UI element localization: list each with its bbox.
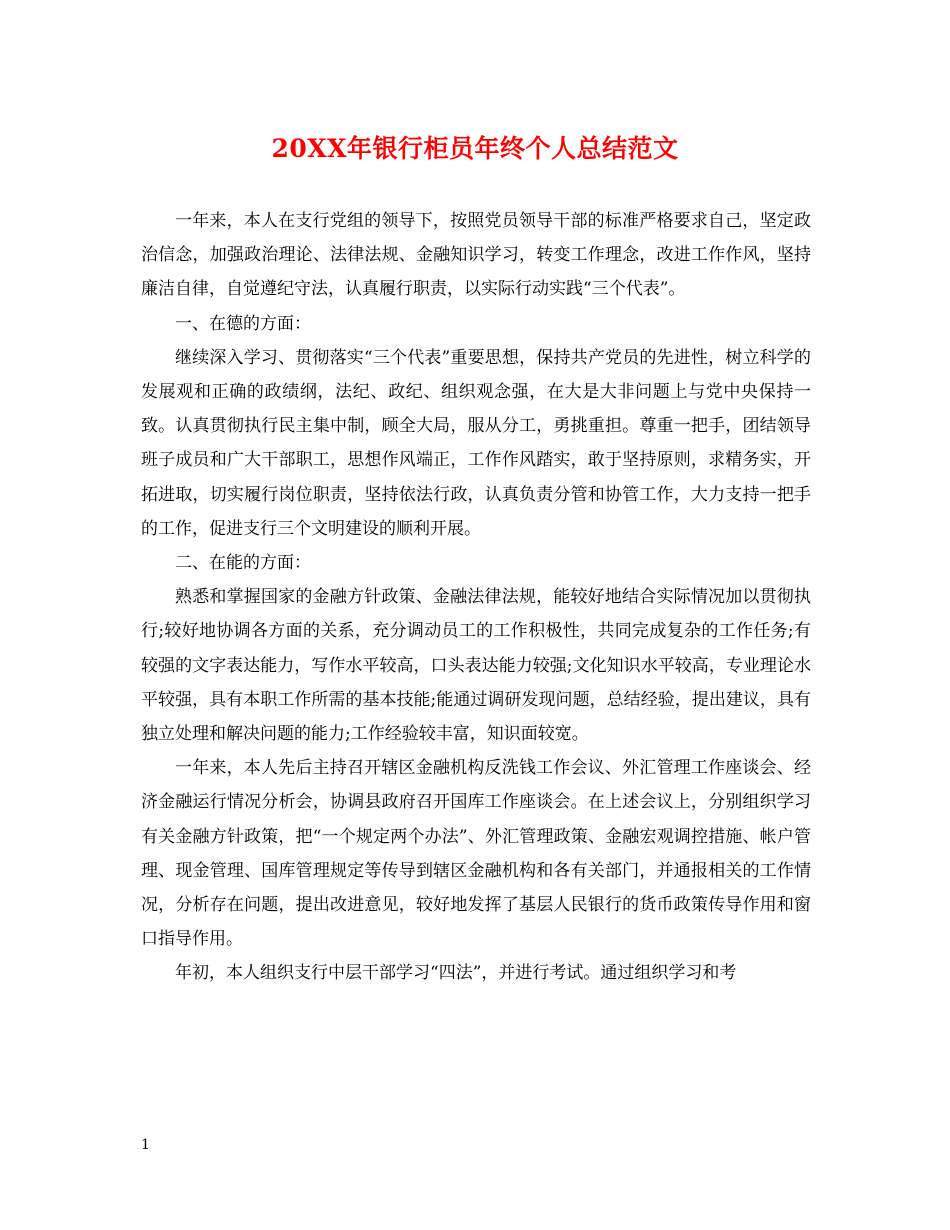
document-body [141,204,811,991]
page-number: 1 [141,1137,150,1153]
section-heading-morality: 一、在德的方面： [175,313,311,334]
paragraph-morality: 继续深入学习、贯彻落实“三个代表”重要思想，保持共产党员的先进性，树立科学的发展观和正确的政绩纲，法纪、政纪、组织观念强，在大是大非问题上与党中央保持一致。认真贯彻执行民主集中制，顾全大局，服从分工，勇挑重担。尊重一把手，团结领导班子成员和广大干部职工，思想作风端正，工作作风踏实，敢于坚持原则，求精务实，开拓进取，切实履行岗位职责，坚持依法行政，认真负责分管和协管工作，大力支持一把手的工作，促进支行三个文明建设的顺利开展。 [141,347,811,539]
paragraph-meetings: 一年来，本人先后主持召开辖区金融机构反洗钱工作会议、外汇管理工作座谈会、经济金融运行情况分析会，协调县政府召开国库工作座谈会。在上述会议上，分别组织学习有关金融方针政策，把“一个规定两个办法”、外汇管理政策、金融宏观调控措施、帐户管理、现金管理、国库管理规定等传导到辖区金融机构和各有关部门，并通报相关的工作情况，分析存在问题，提出改进意见，较好地发挥了基层人民银行的货币政策传导作用和窗口指导作用。 [141,758,811,950]
paragraph-ability: 熟悉和掌握国家的金融方针政策、金融法律法规，能较好地结合实际情况加以贯彻执行;较好地协调各方面的关系，充分调动员工的工作积极性，共同完成复杂的工作任务;有较强的文字表达能力，写作水平较高，口头表达能力较强;文化知识水平较高，专业理论水平较强，具有本职工作所需的基本技能;能通过调研发现问题，总结经验，提出建议，具有独立处理和解决问题的能力;工作经验较丰富，知识面较宽。 [141,587,811,745]
document-title: 20XX年银行柜员年终个人总结范文 [271,134,679,163]
paragraph-intro: 一年来，本人在支行党组的领导下，按照党员领导干部的标准严格要求自己，坚定政治信念，加强政治理论、法律法规、金融知识学习，转变工作理念，改进工作作风，坚持廉洁自律，自觉遵纪守法，认真履行职责，以实际行动实践“三个代表”。 [141,211,811,300]
paragraph-training: 年初，本人组织支行中层干部学习“四法”，并进行考试。通过组织学习和考 [175,963,737,984]
section-heading-ability: 二、在能的方面： [175,553,311,574]
